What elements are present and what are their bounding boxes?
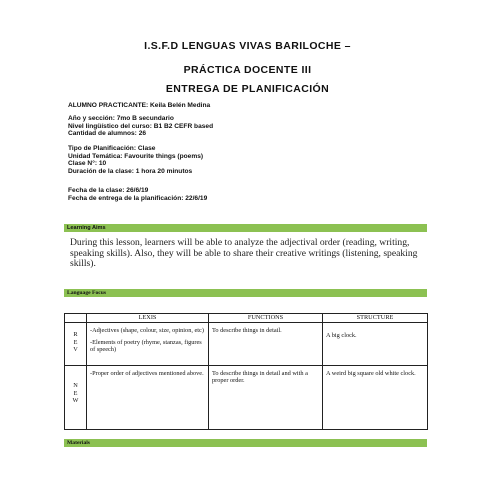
planning-info — [68, 145, 203, 175]
table-row — [65, 323, 428, 366]
course-title: PRÁCTICA DOCENTE III — [183, 64, 312, 76]
row-label-new: N E W — [65, 366, 87, 430]
table-header-row — [65, 314, 428, 323]
table-corner-cell — [65, 314, 87, 323]
duracion-line: Duración de la clase: 1 hora 20 minutos — [68, 167, 193, 175]
learning-aims-header: Learning Aims — [64, 224, 427, 232]
nivel-line: Nivel lingüístico del curso: B1 B2 CEFR based — [68, 122, 214, 130]
cell-structure: A big clock. — [323, 323, 428, 366]
materials-header: Materials — [64, 439, 427, 447]
row-label-rev: R E V — [65, 323, 87, 366]
clase-line: Clase N°: 10 — [68, 160, 107, 168]
header-functions: FUNCTIONS — [209, 314, 323, 323]
cell-functions: To describe things in detail. — [209, 323, 323, 366]
cell-functions: To describe things in detail and with a proper order. — [209, 366, 323, 430]
unidad-line: Unidad Temática: Favourite things (poems) — [68, 152, 204, 160]
document-title: ENTREGA DE PLANIFICACIÓN — [165, 83, 330, 95]
student-info — [68, 102, 210, 110]
cell-structure: A weird big square old white clock. — [323, 366, 428, 430]
cell-lexis — [87, 366, 209, 430]
table-row — [65, 366, 428, 430]
cell-lexis — [87, 323, 209, 366]
anio-line: Año y sección: 7mo B secundario — [68, 115, 174, 122]
cantidad-line: Cantidad de alumnos: 26 — [68, 130, 147, 138]
tipo-line: Tipo de Planificación: Clase — [68, 145, 156, 152]
lexis-item: -Adjectives (shape, colour, size, opinion, etc) — [90, 327, 204, 334]
header-structure: STRUCTURE — [323, 314, 428, 323]
language-focus-header: Language Focus — [64, 289, 427, 297]
learning-aims-text: During this lesson, learners will be able to analyze the adjectival order (reading, writing, speaking skills). Also, they will be able to share their creative writings (listening, speaking skills). — [70, 237, 418, 270]
fecha-entrega-line: Fecha de entrega de la planificación: 22/6/19 — [68, 194, 208, 202]
dates-info — [68, 187, 207, 202]
institution-title: I.S.F.D LENGUAS VIVAS BARILOCHE – — [144, 40, 351, 52]
language-focus-table — [64, 313, 428, 430]
practicante-line: ALUMNO PRACTICANTE: Keila Belén Medina — [68, 102, 211, 109]
course-info — [68, 115, 213, 138]
lexis-item: -Proper order of adjectives mentioned above. — [90, 370, 204, 377]
fecha-clase-line: Fecha de la clase: 26/6/19 — [68, 187, 149, 194]
header-lexis: LEXIS — [87, 314, 209, 323]
lexis-item: -Elements of poetry (rhyme, stanzas, figures of speech) — [90, 339, 202, 354]
